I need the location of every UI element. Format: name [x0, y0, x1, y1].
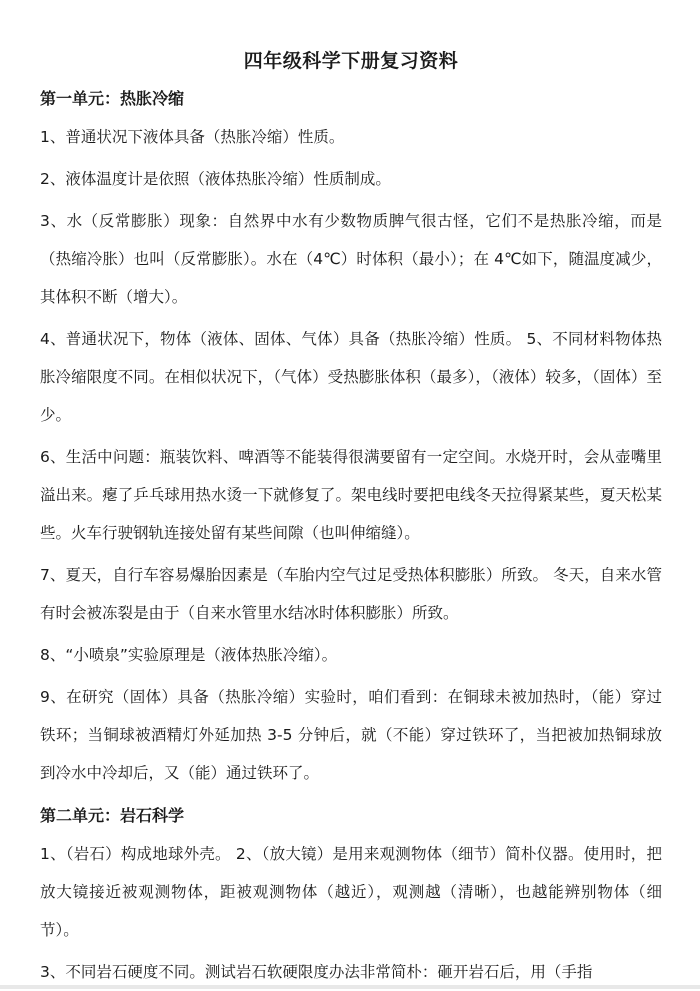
paragraph: 8、“小喷泉”实验原理是（液体热胀冷缩）。	[40, 646, 338, 664]
paragraph: 1、普通状况下液体具备（热胀冷缩）性质。	[40, 128, 345, 146]
paragraph: 3、水（反常膨胀）现象：自然界中水有少数物质脾气很古怪，它们不是热胀冷缩，而是（热缩冷胀）也叫（反常膨胀）。水在（4℃）时体积（最小）；在 4℃如下，随温度减少，其体积不断（增大）。	[40, 212, 662, 306]
paragraph: 9、在研究（固体）具备（热胀冷缩）实验时，咱们看到：在铜球未被加热时，（能）穿过铁环；当铜球被酒精灯外延加热 3-5 分钟后，就（不能）穿过铁环了，当把被加热铜球放到冷水中冷却后，又（能）通过铁环了。	[40, 688, 662, 782]
unit-1-section	[40, 84, 662, 792]
document-title: 四年级科学下册复习资料	[243, 50, 459, 72]
paragraph: 6、生活中问题：瓶装饮料、啤酒等不能装得很满要留有一定空间。水烧开时，会从壶嘴里溢出来。瘪了乒乓球用热水烫一下就修复了。架电线时要把电线冬天拉得紧某些，夏天松某些。火车行驶钢轨连接处留有某些间隙（也叫伸缩缝）。	[40, 448, 662, 542]
paragraph: 2、液体温度计是依照（液体热胀冷缩）性质制成。	[40, 170, 391, 188]
unit-2-section	[40, 801, 662, 991]
unit-2-heading: 第二单元：岩石科学	[40, 806, 185, 825]
paragraph: 4、普通状况下，物体（液体、固体、气体）具备（热胀冷缩）性质。 5、不同材料物体热胀冷缩限度不同。在相似状况下，（气体）受热膨胀体积（最多），（液体）较多，（固体）至少。	[40, 330, 662, 424]
unit-1-heading: 第一单元：热胀冷缩	[40, 89, 185, 108]
page-bottom-edge	[0, 985, 700, 989]
paragraph: 1、（岩石）构成地球外壳。 2、（放大镜）是用来观测物体（细节）简朴仪器。使用时，把放大镜接近被观测物体，距被观测物体（越近），观测越（清晰），也越能辨别物体（细节）。	[40, 845, 662, 939]
paragraph: 3、不同岩石硬度不同。测试岩石软硬限度办法非常简朴：砸开岩石后，用（手指	[40, 963, 593, 981]
paragraph: 7、夏天，自行车容易爆胎因素是（车胎内空气过足受热体积膨胀）所致。 冬天，自来水管有时会被冻裂是由于（自来水管里水结冰时体积膨胀）所致。	[40, 566, 662, 622]
